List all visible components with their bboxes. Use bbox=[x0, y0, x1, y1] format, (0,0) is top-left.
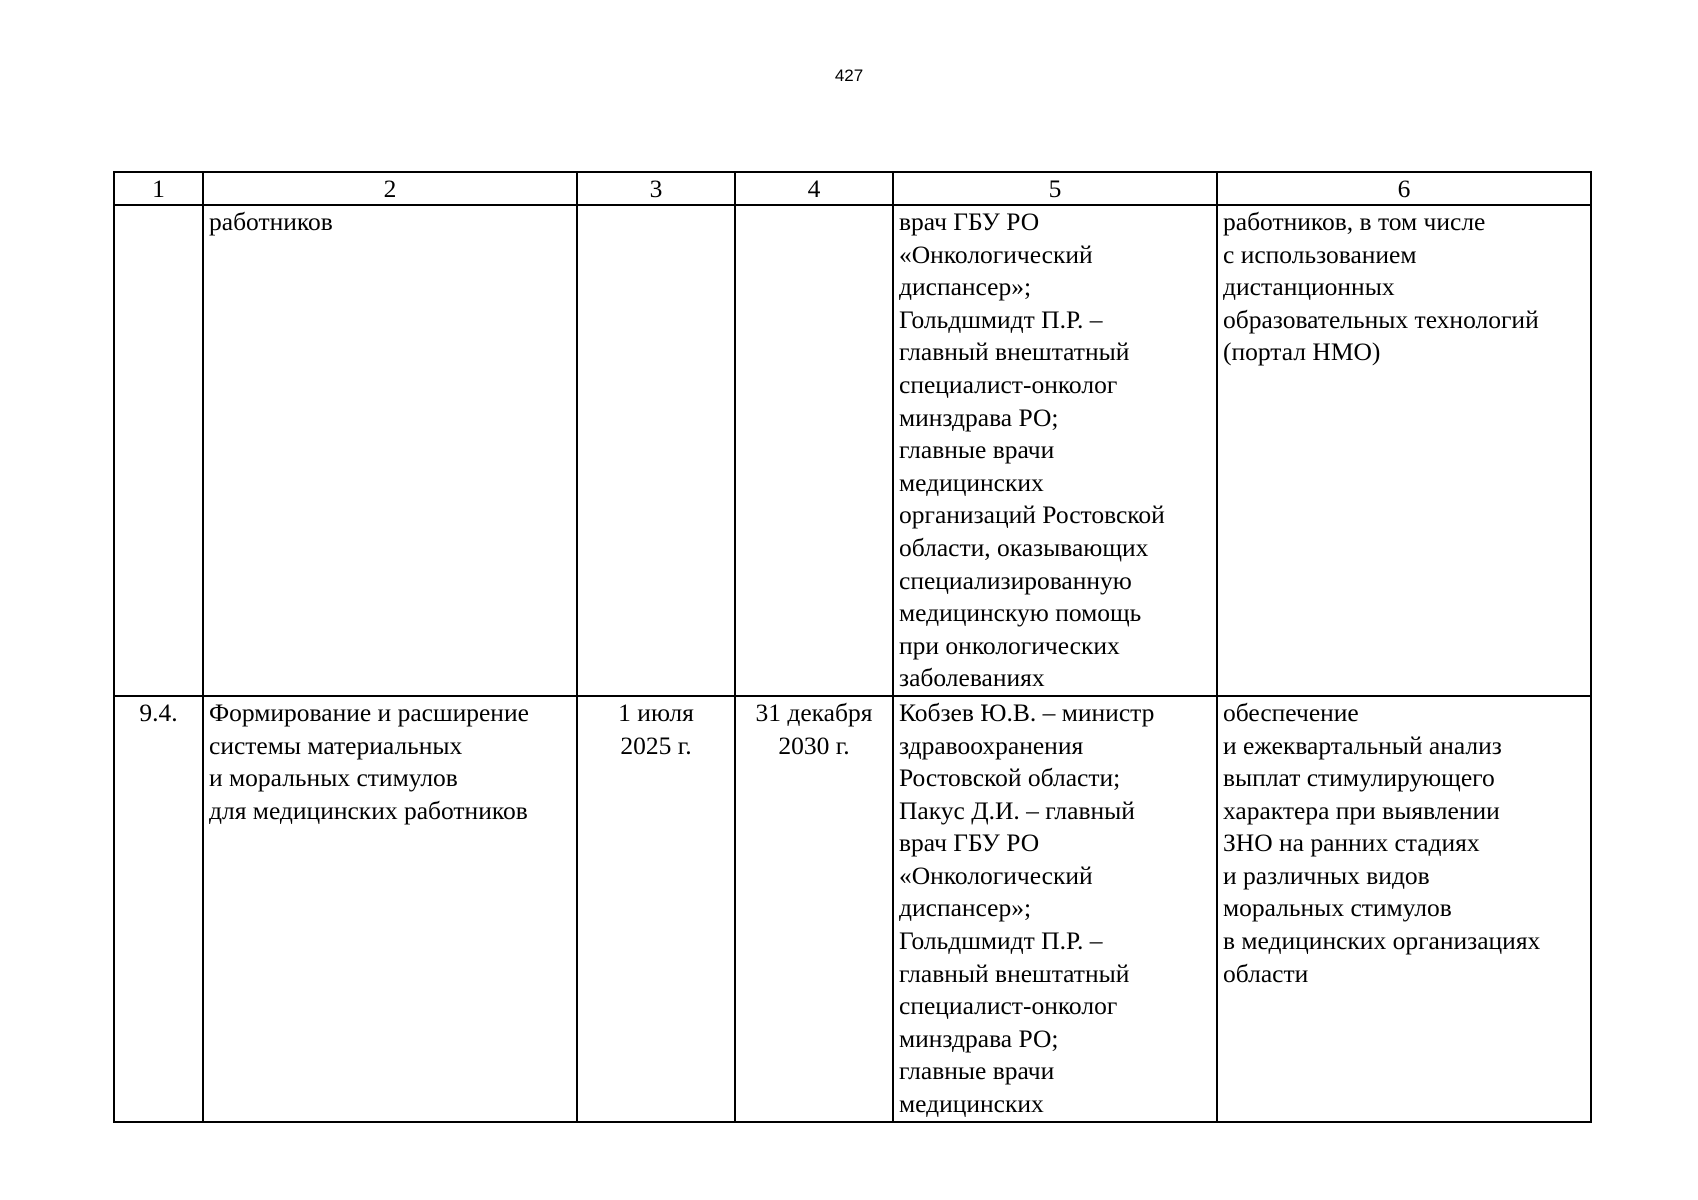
header-col-3: 3 bbox=[577, 172, 735, 205]
start-date-cell bbox=[577, 205, 735, 696]
responsible-cell: врач ГБУ РО «Онкологический диспансер»; Гольдшмидт П.Р. – главный внештатный специалист-онколог минздрава РО; главные врачи медицинских организаций Ростовской области, оказывающих специализированную медицинскую помощь при онкологических заболеваниях bbox=[893, 205, 1217, 696]
activity-cell: работников bbox=[203, 205, 577, 696]
header-col-6: 6 bbox=[1217, 172, 1591, 205]
header-col-4: 4 bbox=[735, 172, 893, 205]
table-header-row bbox=[114, 172, 1591, 205]
header-col-1: 1 bbox=[114, 172, 203, 205]
row-number-cell bbox=[114, 205, 203, 696]
end-date-cell: 31 декабря 2030 г. bbox=[735, 696, 893, 1122]
plan-table bbox=[113, 171, 1592, 1123]
responsible-cell: Кобзев Ю.В. – министр здравоохранения Ростовской области; Пакус Д.И. – главный врач ГБУ РО «Онкологический диспансер»; Гольдшмидт П.Р. – главный внештатный специалист-онколог минздрава РО; главные врачи медицинских bbox=[893, 696, 1217, 1122]
header-col-5: 5 bbox=[893, 172, 1217, 205]
end-date-cell bbox=[735, 205, 893, 696]
page-number: 427 bbox=[834, 66, 864, 85]
result-cell: обеспечение и ежеквартальный анализ выплат стимулирующего характера при выявлении ЗНО на ранних стадиях и различных видов моральных стимулов в медицинских организациях области bbox=[1217, 696, 1591, 1122]
table-row bbox=[114, 205, 1591, 696]
row-number-cell: 9.4. bbox=[114, 696, 203, 1122]
start-date-cell: 1 июля 2025 г. bbox=[577, 696, 735, 1122]
table-row bbox=[114, 696, 1591, 1122]
header-col-2: 2 bbox=[203, 172, 577, 205]
activity-cell: Формирование и расширение системы материальных и моральных стимулов для медицинских работников bbox=[203, 696, 577, 1122]
result-cell: работников, в том числе с использованием дистанционных образовательных технологий (портал НМО) bbox=[1217, 205, 1591, 696]
